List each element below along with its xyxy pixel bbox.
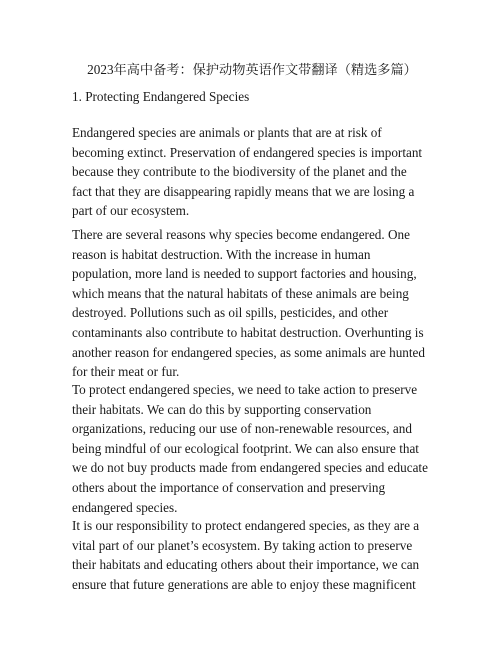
text-line: because they contribute to the biodiversity of the planet and the	[72, 164, 407, 180]
paragraph-actions	[72, 380, 432, 517]
text-line: being mindful of our ecological footprint. We can also ensure that	[72, 440, 419, 456]
text-line: becoming extinct. Preservation of endangered species is important	[72, 144, 423, 160]
text-line: contaminants also contribute to habitat destruction. Overhunting is	[72, 324, 424, 340]
paragraph-responsibility	[72, 516, 432, 594]
document-title: 2023年高中备考：保护动物英语作文带翻译（精选多篇）	[87, 62, 417, 77]
text-line: There are several reasons why species become endangered. One	[72, 227, 410, 242]
text-line: To protect endangered species, we need to take action to preserve	[72, 382, 418, 397]
paragraph-definition	[72, 123, 432, 221]
text-line: we do not buy products made from endangered species and educate	[72, 460, 428, 476]
text-line: ensure that future generations are able to enjoy these magnificent	[72, 576, 416, 592]
section-heading: 1. Protecting Endangered Species	[72, 89, 250, 104]
paragraph-reasons	[72, 225, 432, 382]
text-line: their habitats. We can do this by supporting conservation	[72, 401, 372, 417]
text-line: another reason for endangered species, as some animals are hunted	[72, 344, 425, 360]
text-line: part of our ecosystem.	[72, 203, 190, 219]
text-line: Endangered species are animals or plants that are at risk of	[72, 125, 382, 140]
text-line: It is our responsibility to protect endangered species, as they are a	[72, 518, 420, 533]
text-line: endangered species.	[72, 499, 178, 515]
text-line: population, more land is needed to support factories and housing,	[72, 266, 417, 282]
text-line: which means that the natural habitats of these animals are being	[72, 285, 409, 301]
text-line: destroyed. Pollutions such as oil spills, pesticides, and other	[72, 305, 389, 321]
text-line: vital part of our planet’s ecosystem. By taking action to preserve	[72, 537, 413, 553]
text-line: organizations, reducing our use of non-renewable resources, and	[72, 421, 412, 437]
text-line: their habitats and educating others about their importance, we can	[72, 557, 420, 573]
text-line: fact that they are disappearing rapidly means that we are losing a	[72, 183, 415, 199]
text-line: for their meat or fur.	[72, 364, 180, 380]
text-line: reason is habitat destruction. With the increase in human	[72, 246, 371, 262]
text-line: others about the importance of conservation and preserving	[72, 479, 386, 495]
